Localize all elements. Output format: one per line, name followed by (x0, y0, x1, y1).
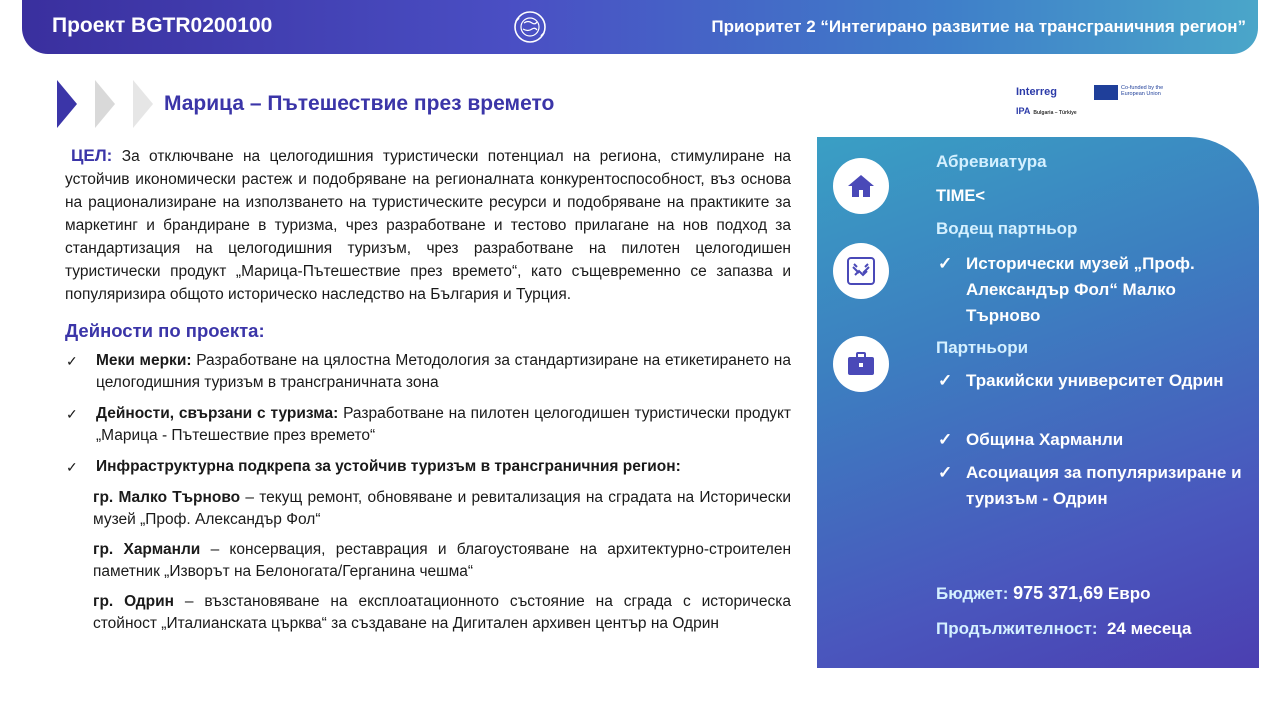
home-icon (845, 170, 877, 202)
info-panel (817, 137, 1259, 668)
goal-text: За отключване на целогодишния туристически потенциал на региона, стимулиране на устойчив икономически растеж и подобряване на регионалната конкурентоспособност, въз основа на рационализиране на използването на туристическите ресурси и подобряване на практиките за маркетинг и брандиране в туризма, чрез разработване и тестово прилагане на нов подход за стандартизация на целогодишния туризъм, чрез разработване на пилотен целогодишен туристически продукт „Марица-Пътешествие през времето“, като същевременно се запазва и популяризира общото историческо наследство на България и Турция. (65, 148, 791, 303)
sub-activity: гр. Харманли – консервация, реставрация и благоустояване на архитектурно-строителен паметник „Изворът на Белоногата/Герганина чешма“ (93, 541, 791, 580)
interreg-word: Interreg (1016, 86, 1057, 98)
home-circle (833, 158, 889, 214)
abbreviation-label: Абревиатура (936, 152, 1047, 171)
header-bar (22, 0, 1258, 54)
project-code: Проект BGTR0200100 (52, 14, 273, 37)
interreg-logo (1016, 82, 1176, 118)
handshake-icon (845, 255, 877, 287)
priority-text: Приоритет 2 “Интегирано развитие на трансграничния регион” (711, 17, 1246, 36)
briefcase-icon (845, 348, 877, 380)
duration: Продължителност: 24 месеца (936, 619, 1192, 638)
check-icon: ✓ (938, 254, 953, 273)
partner-item: ✓ Тракийски университет Одрин (936, 368, 1246, 394)
abbreviation-value: TIME< (936, 187, 986, 205)
globe-logo-icon (512, 9, 548, 45)
check-icon: ✓ (938, 371, 953, 390)
goal-paragraph (65, 144, 791, 306)
lead-partner-label: Водещ партньор (936, 219, 1078, 238)
check-icon: ✓ (66, 353, 78, 369)
chevron-icon (57, 80, 77, 128)
goal-label: ЦЕЛ: (71, 146, 113, 165)
handshake-circle (833, 243, 889, 299)
check-icon: ✓ (66, 406, 78, 422)
eu-flag-icon (1094, 85, 1118, 100)
activity-item: ✓ Дейности, свързани с туризма: Разработване на пилотен целогодишен туристически продукт „Марица - Пътешествие през времето“ (66, 405, 791, 444)
briefcase-circle (833, 336, 889, 392)
activity-item: ✓ Меки мерки: Разработване на цялостна Методология за стандартизиране на етикетирането на целогодишния туризъм в трансграничната зона (66, 352, 791, 391)
page-title: Марица – Пътешествие през времето (164, 92, 555, 115)
project-description (65, 144, 791, 635)
chevron-icon (95, 80, 115, 128)
check-icon: ✓ (66, 459, 78, 475)
sub-activity: гр. Одрин – възстановяване на експлоатационното състояние на сграда с историческа стойност „Италианската църква“ за създаване на Дигитален архивен център на Одрин (93, 593, 791, 632)
check-icon: ✓ (938, 430, 953, 449)
partners-label: Партньори (936, 338, 1029, 357)
lead-partner-item: ✓ Исторически музей „Проф. Александър Фол“ Малко Търново (936, 251, 1246, 329)
partner-item: ✓ Асоциация за популяризиране и туризъм - Одрин (936, 460, 1246, 512)
chevron-icon (133, 80, 153, 128)
sub-activity: гр. Малко Търново – текущ ремонт, обновяване и ревитализация на сградата на Исторически музей „Проф. Александър Фол“ (93, 489, 791, 528)
ipa-text: IPA Bulgaria – Türkiye (1016, 106, 1077, 116)
activities-heading: Дейности по проекта: (65, 320, 265, 341)
budget: Бюджет: 975 371,69 Евро (936, 583, 1151, 603)
cofunded-text: Co-funded by the European Union (1121, 85, 1164, 97)
activity-item: ✓ Инфраструктурна подкрепа за устойчив туризъм в трансграничния регион: (65, 456, 791, 478)
check-icon: ✓ (938, 463, 953, 482)
partner-item: ✓ Община Харманли (936, 427, 1246, 453)
